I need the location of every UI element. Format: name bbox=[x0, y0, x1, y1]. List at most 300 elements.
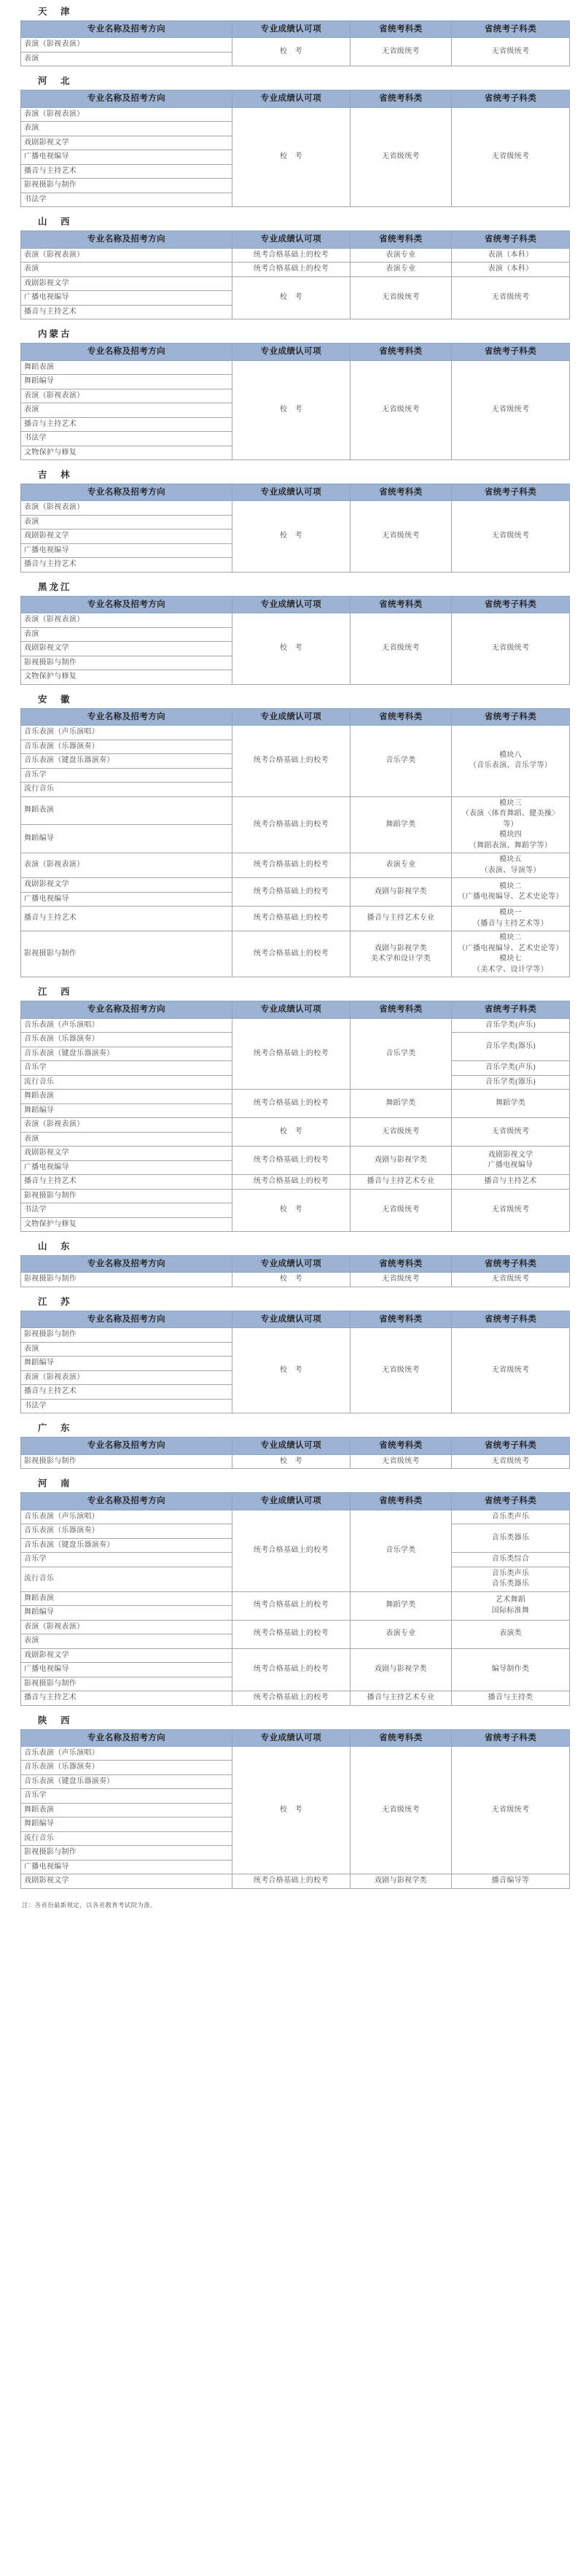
major-name-cell: 音乐表演（声乐演唱） bbox=[21, 1746, 232, 1761]
table-header-row bbox=[21, 484, 570, 501]
major-name-cell: 文物保护与修复 bbox=[21, 1217, 232, 1232]
table-row bbox=[21, 1189, 570, 1203]
column-header: 省统考子科类 bbox=[452, 344, 570, 360]
score-accept-cell: 统考合格基础上的校考 bbox=[232, 878, 350, 907]
provincial-category-cell: 无省级统考 bbox=[350, 501, 451, 573]
major-name-cell: 播音与主持艺术 bbox=[21, 1385, 232, 1400]
provincial-subcategory-cell: 音乐学类(声乐) bbox=[452, 1061, 570, 1076]
score-accept-cell: 统考合格基础上的校考 bbox=[232, 1591, 350, 1620]
major-name-cell: 表演（影视表演） bbox=[21, 248, 232, 263]
major-name-cell: 舞蹈表演 bbox=[21, 1803, 232, 1817]
provincial-subcategory-cell: 播音编导等 bbox=[452, 1874, 570, 1889]
table-header-row bbox=[21, 1438, 570, 1454]
major-name-cell: 戏剧影视文学 bbox=[21, 1648, 232, 1663]
province-table bbox=[20, 1255, 570, 1287]
column-header: 专业名称及招考方向 bbox=[21, 21, 232, 38]
major-name-cell: 播音与主持艺术 bbox=[21, 558, 232, 573]
column-header: 专业名称及招考方向 bbox=[21, 231, 232, 248]
major-name-cell: 流行音乐 bbox=[21, 783, 232, 797]
provincial-subcategory-cell: 无省级统考 bbox=[452, 276, 570, 319]
provincial-subcategory-cell: 无省级统考 bbox=[452, 360, 570, 460]
province-title: 河 南 bbox=[38, 1478, 72, 1489]
provincial-subcategory-cell: 播音与主持艺术 bbox=[452, 1175, 570, 1190]
table-row bbox=[21, 1691, 570, 1706]
province-table bbox=[20, 1729, 570, 1889]
provincial-category-cell: 播音与主持艺术专业 bbox=[350, 1691, 451, 1706]
major-name-cell: 表演 bbox=[21, 627, 232, 642]
footnote: 注：各省份最新规定，以各省教育考试院为准。 bbox=[22, 1901, 157, 1909]
score-accept-cell: 统考合格基础上的校考 bbox=[232, 263, 350, 277]
major-name-cell: 表演（影视表演） bbox=[21, 613, 232, 628]
provincial-category-cell: 表演专业 bbox=[350, 853, 451, 878]
major-name-cell: 音乐学 bbox=[21, 1789, 232, 1804]
major-name-cell: 影视摄影与制作 bbox=[21, 1273, 232, 1287]
table-row bbox=[21, 931, 570, 977]
column-header: 省统考子科类 bbox=[452, 1001, 570, 1018]
major-name-cell: 表演 bbox=[21, 515, 232, 529]
major-name-cell: 书法学 bbox=[21, 1399, 232, 1413]
major-name-cell: 影视摄影与制作 bbox=[21, 1328, 232, 1343]
table-row bbox=[21, 1454, 570, 1469]
column-header: 省统考子科类 bbox=[452, 1438, 570, 1454]
provincial-category-cell: 无省级统考 bbox=[350, 1746, 451, 1874]
province-block bbox=[0, 69, 583, 207]
major-name-cell: 戏剧影视文学 bbox=[21, 1147, 232, 1161]
provincial-category-cell: 戏剧与影视学类 bbox=[350, 1147, 451, 1175]
major-name-cell: 音乐表演（键盘乐器演奏） bbox=[21, 1047, 232, 1061]
major-name-cell: 音乐表演（乐器演奏） bbox=[21, 1033, 232, 1047]
score-accept-cell: 校 考 bbox=[232, 1328, 350, 1413]
column-header: 省统考子科类 bbox=[452, 21, 570, 38]
score-accept-cell: 统考合格基础上的校考 bbox=[232, 1691, 350, 1706]
province-title: 黑龙江 bbox=[38, 581, 72, 592]
major-name-cell: 戏剧影视文学 bbox=[21, 642, 232, 656]
table-header-row bbox=[21, 231, 570, 248]
major-name-cell: 音乐表演（乐器演奏） bbox=[21, 1524, 232, 1539]
provincial-category-cell: 戏剧与影视学类 bbox=[350, 1874, 451, 1889]
table-row bbox=[21, 1175, 570, 1190]
table-row bbox=[21, 248, 570, 263]
score-accept-cell: 统考合格基础上的校考 bbox=[232, 1147, 350, 1175]
table-row bbox=[21, 107, 570, 122]
column-header: 省统考子科类 bbox=[452, 231, 570, 248]
province-block bbox=[0, 980, 583, 1232]
column-header: 省统考科类 bbox=[350, 1001, 451, 1018]
score-accept-cell: 校 考 bbox=[232, 360, 350, 460]
table-row bbox=[21, 1328, 570, 1343]
provincial-subcategory-cell: 无省级统考 bbox=[452, 1273, 570, 1287]
major-name-cell: 文物保护与修复 bbox=[21, 670, 232, 685]
major-name-cell: 表演（影视表演） bbox=[21, 853, 232, 878]
province-table bbox=[20, 484, 570, 573]
score-accept-cell: 校 考 bbox=[232, 1273, 350, 1287]
major-name-cell: 表演（影视表演） bbox=[21, 38, 232, 53]
province-table bbox=[20, 1311, 570, 1413]
major-name-cell: 播音与主持艺术 bbox=[21, 164, 232, 179]
column-header: 专业名称及招考方向 bbox=[21, 344, 232, 360]
table-row bbox=[21, 1620, 570, 1634]
major-name-cell: 播音与主持艺术 bbox=[21, 417, 232, 432]
provincial-subcategory-cell: 模块二 （广播电视编导、艺术史论等） bbox=[452, 878, 570, 907]
major-name-cell: 音乐表演（声乐演唱） bbox=[21, 1018, 232, 1033]
column-header: 专业成绩认可项 bbox=[232, 344, 350, 360]
major-name-cell: 舞蹈编导 bbox=[21, 1357, 232, 1371]
provincial-subcategory-cell: 无省级统考 bbox=[452, 501, 570, 573]
province-title: 陕 西 bbox=[38, 1715, 72, 1726]
provincial-category-cell: 音乐学类 bbox=[350, 1510, 451, 1591]
score-accept-cell: 统考合格基础上的校考 bbox=[232, 907, 350, 931]
provincial-subcategory-cell: 模块五 （表演、导演等） bbox=[452, 853, 570, 878]
column-header: 专业成绩认可项 bbox=[232, 1438, 350, 1454]
major-name-cell: 音乐表演（声乐演唱） bbox=[21, 1510, 232, 1524]
column-header: 专业名称及招考方向 bbox=[21, 1256, 232, 1273]
score-accept-cell: 校 考 bbox=[232, 107, 350, 207]
major-name-cell: 音乐表演（键盘乐器演奏） bbox=[21, 1538, 232, 1553]
provincial-category-cell: 无省级统考 bbox=[350, 1454, 451, 1469]
provincial-subcategory-cell: 音乐类声乐 音乐类器乐 bbox=[452, 1567, 570, 1591]
provincial-subcategory-cell: 模块三 （表演〈体育舞蹈、健美操〉等） 模块四 （舞蹈表演、舞蹈学等） bbox=[452, 796, 570, 853]
major-name-cell: 音乐学 bbox=[21, 1061, 232, 1076]
provincial-category-cell: 舞蹈学类 bbox=[350, 796, 451, 853]
province-block bbox=[0, 463, 583, 573]
table-row bbox=[21, 878, 570, 893]
province-block bbox=[0, 1290, 583, 1413]
column-header: 专业名称及招考方向 bbox=[21, 708, 232, 725]
major-name-cell: 音乐学 bbox=[21, 1553, 232, 1567]
provincial-category-cell: 播音与主持艺术专业 bbox=[350, 907, 451, 931]
major-name-cell: 戏剧影视文学 bbox=[21, 136, 232, 150]
column-header: 专业名称及招考方向 bbox=[21, 1729, 232, 1746]
province-block bbox=[0, 210, 583, 319]
province-block bbox=[0, 1235, 583, 1287]
column-header: 省统考子科类 bbox=[452, 1256, 570, 1273]
major-name-cell: 舞蹈表演 bbox=[21, 360, 232, 375]
major-name-cell: 书法学 bbox=[21, 1203, 232, 1218]
table-header-row bbox=[21, 21, 570, 38]
province-block bbox=[0, 688, 583, 977]
major-name-cell: 音乐表演（键盘乐器演奏） bbox=[21, 1774, 232, 1789]
major-name-cell: 表演（影视表演） bbox=[21, 1370, 232, 1385]
column-header: 省统考子科类 bbox=[452, 708, 570, 725]
column-header: 省统考科类 bbox=[350, 1311, 451, 1327]
major-name-cell: 表演 bbox=[21, 263, 232, 277]
province-block bbox=[0, 1709, 583, 1889]
major-name-cell: 影视摄影与制作 bbox=[21, 656, 232, 670]
province-title: 河 北 bbox=[38, 76, 72, 87]
score-accept-cell: 校 考 bbox=[232, 276, 350, 319]
column-header: 省统考科类 bbox=[350, 484, 451, 501]
table-row bbox=[21, 1746, 570, 1761]
table-header-row bbox=[21, 1493, 570, 1510]
major-name-cell: 表演（影视表演） bbox=[21, 107, 232, 122]
provincial-subcategory-cell: 无省级统考 bbox=[452, 1189, 570, 1232]
province-table bbox=[20, 90, 570, 207]
column-header: 专业成绩认可项 bbox=[232, 1493, 350, 1510]
column-header: 省统考子科类 bbox=[452, 1311, 570, 1327]
column-header: 专业成绩认可项 bbox=[232, 90, 350, 107]
major-name-cell: 影视摄影与制作 bbox=[21, 1189, 232, 1203]
major-name-cell: 广播电视编导 bbox=[21, 892, 232, 907]
major-name-cell: 音乐表演（键盘乐器演奏） bbox=[21, 754, 232, 769]
provincial-category-cell: 无省级统考 bbox=[350, 1189, 451, 1232]
score-accept-cell: 校 考 bbox=[232, 1118, 350, 1147]
major-name-cell: 舞蹈编导 bbox=[21, 825, 232, 853]
major-name-cell: 文物保护与修复 bbox=[21, 446, 232, 460]
major-name-cell: 广播电视编导 bbox=[21, 1663, 232, 1677]
provincial-subcategory-cell: 舞蹈学类 bbox=[452, 1090, 570, 1118]
table-row bbox=[21, 726, 570, 740]
score-accept-cell: 校 考 bbox=[232, 1454, 350, 1469]
major-name-cell: 书法学 bbox=[21, 432, 232, 446]
column-header: 专业成绩认可项 bbox=[232, 21, 350, 38]
provincial-subcategory-cell: 无省级统考 bbox=[452, 107, 570, 207]
province-table bbox=[20, 596, 570, 685]
table-row bbox=[21, 1874, 570, 1889]
score-accept-cell: 统考合格基础上的校考 bbox=[232, 726, 350, 797]
table-row bbox=[21, 1591, 570, 1606]
provincial-subcategory-cell: 音乐学类(器乐) bbox=[452, 1033, 570, 1061]
provincial-subcategory-cell: 模块一 （播音与主持艺术等） bbox=[452, 907, 570, 931]
province-table bbox=[20, 343, 570, 460]
major-name-cell: 舞蹈表演 bbox=[21, 1090, 232, 1104]
provincial-category-cell: 无省级统考 bbox=[350, 107, 451, 207]
provincial-subcategory-cell: 无省级统考 bbox=[452, 1746, 570, 1874]
major-name-cell: 音乐学 bbox=[21, 768, 232, 783]
column-header: 专业成绩认可项 bbox=[232, 1001, 350, 1018]
provincial-category-cell: 戏剧与影视学类 bbox=[350, 1648, 451, 1691]
major-name-cell: 流行音乐 bbox=[21, 1567, 232, 1591]
column-header: 专业名称及招考方向 bbox=[21, 1001, 232, 1018]
province-block bbox=[0, 575, 583, 685]
table-row bbox=[21, 501, 570, 516]
column-header: 专业成绩认可项 bbox=[232, 484, 350, 501]
column-header: 专业成绩认可项 bbox=[232, 708, 350, 725]
table-header-row bbox=[21, 708, 570, 725]
provincial-category-cell: 表演专业 bbox=[350, 1620, 451, 1648]
provincial-subcategory-cell: 无省级统考 bbox=[452, 1328, 570, 1413]
provincial-category-cell: 无省级统考 bbox=[350, 1273, 451, 1287]
major-name-cell: 表演 bbox=[21, 52, 232, 66]
provincial-subcategory-cell: 戏剧影视文学 广播电视编导 bbox=[452, 1147, 570, 1175]
table-row bbox=[21, 796, 570, 825]
major-name-cell: 影视摄影与制作 bbox=[21, 931, 232, 977]
provincial-category-cell: 戏剧与影视学类 bbox=[350, 878, 451, 907]
score-accept-cell: 统考合格基础上的校考 bbox=[232, 1620, 350, 1648]
score-accept-cell: 统考合格基础上的校考 bbox=[232, 248, 350, 263]
major-name-cell: 影视摄影与制作 bbox=[21, 179, 232, 193]
column-header: 专业名称及招考方向 bbox=[21, 1311, 232, 1327]
provincial-subcategory-cell: 模块二 （广播电视编导、艺术史论等） 模块七 （美术学、设计学等） bbox=[452, 931, 570, 977]
table-row bbox=[21, 1648, 570, 1663]
table-header-row bbox=[21, 344, 570, 360]
column-header: 省统考子科类 bbox=[452, 90, 570, 107]
table-row bbox=[21, 38, 570, 53]
column-header: 专业成绩认可项 bbox=[232, 1729, 350, 1746]
major-name-cell: 戏剧影视文学 bbox=[21, 529, 232, 544]
table-row bbox=[21, 613, 570, 628]
table-row bbox=[21, 276, 570, 291]
table-header-row bbox=[21, 1729, 570, 1746]
major-name-cell: 戏剧影视文学 bbox=[21, 878, 232, 893]
score-accept-cell: 校 考 bbox=[232, 1189, 350, 1232]
column-header: 省统考科类 bbox=[350, 344, 451, 360]
column-header: 专业成绩认可项 bbox=[232, 1256, 350, 1273]
column-header: 省统考科类 bbox=[350, 596, 451, 613]
major-name-cell: 舞蹈编导 bbox=[21, 1817, 232, 1832]
provincial-category-cell: 播音与主持艺术专业 bbox=[350, 1175, 451, 1190]
column-header: 专业成绩认可项 bbox=[232, 1311, 350, 1327]
major-name-cell: 舞蹈表演 bbox=[21, 1591, 232, 1606]
major-name-cell: 广播电视编导 bbox=[21, 291, 232, 306]
column-header: 省统考科类 bbox=[350, 231, 451, 248]
table-header-row bbox=[21, 90, 570, 107]
score-accept-cell: 统考合格基础上的校考 bbox=[232, 1090, 350, 1118]
score-accept-cell: 统考合格基础上的校考 bbox=[232, 1175, 350, 1190]
provincial-subcategory-cell: 表演类 bbox=[452, 1620, 570, 1648]
column-header: 专业名称及招考方向 bbox=[21, 484, 232, 501]
major-name-cell: 流行音乐 bbox=[21, 1075, 232, 1090]
provincial-category-cell: 表演专业 bbox=[350, 248, 451, 263]
provincial-category-cell: 无省级统考 bbox=[350, 276, 451, 319]
column-header: 专业名称及招考方向 bbox=[21, 1493, 232, 1510]
table-row bbox=[21, 853, 570, 878]
table-header-row bbox=[21, 1311, 570, 1327]
province-table bbox=[20, 230, 570, 319]
score-accept-cell: 统考合格基础上的校考 bbox=[232, 1874, 350, 1889]
province-title: 山 西 bbox=[38, 217, 72, 228]
score-accept-cell: 校 考 bbox=[232, 1746, 350, 1874]
provincial-subcategory-cell: 音乐学类(器乐) bbox=[452, 1075, 570, 1090]
provincial-subcategory-cell: 音乐学类(声乐) bbox=[452, 1018, 570, 1033]
column-header: 专业成绩认可项 bbox=[232, 231, 350, 248]
province-title: 吉 林 bbox=[38, 470, 72, 480]
provincial-subcategory-cell: 无省级统考 bbox=[452, 613, 570, 685]
provincial-subcategory-cell: 模块八 （音乐表演、音乐学等） bbox=[452, 726, 570, 797]
major-name-cell: 播音与主持艺术 bbox=[21, 305, 232, 319]
major-name-cell: 广播电视编导 bbox=[21, 1860, 232, 1874]
table-row bbox=[21, 1510, 570, 1524]
major-name-cell: 书法学 bbox=[21, 193, 232, 207]
major-name-cell: 舞蹈编导 bbox=[21, 375, 232, 389]
score-accept-cell: 统考合格基础上的校考 bbox=[232, 853, 350, 878]
major-name-cell: 影视摄影与制作 bbox=[21, 1846, 232, 1861]
major-name-cell: 音乐表演（乐器演奏） bbox=[21, 740, 232, 754]
major-name-cell: 播音与主持艺术 bbox=[21, 907, 232, 931]
major-name-cell: 音乐表演（声乐演唱） bbox=[21, 726, 232, 740]
major-name-cell: 播音与主持艺术 bbox=[21, 1175, 232, 1190]
province-block bbox=[0, 1416, 583, 1469]
column-header: 省统考科类 bbox=[350, 1729, 451, 1746]
column-header: 省统考子科类 bbox=[452, 1493, 570, 1510]
score-accept-cell: 统考合格基础上的校考 bbox=[232, 931, 350, 977]
column-header: 省统考子科类 bbox=[452, 1729, 570, 1746]
major-name-cell: 表演 bbox=[21, 122, 232, 136]
major-name-cell: 播音与主持艺术 bbox=[21, 1691, 232, 1706]
provincial-category-cell: 无省级统考 bbox=[350, 1118, 451, 1147]
major-name-cell: 音乐表演（乐器演奏） bbox=[21, 1761, 232, 1775]
province-table bbox=[20, 1437, 570, 1469]
provincial-category-cell: 表演专业 bbox=[350, 263, 451, 277]
column-header: 专业名称及招考方向 bbox=[21, 596, 232, 613]
province-table bbox=[20, 1001, 570, 1232]
column-header: 省统考科类 bbox=[350, 90, 451, 107]
table-row bbox=[21, 1118, 570, 1133]
major-name-cell: 表演 bbox=[21, 1342, 232, 1357]
province-table bbox=[20, 1492, 570, 1705]
provincial-category-cell: 无省级统考 bbox=[350, 360, 451, 460]
major-name-cell: 表演 bbox=[21, 1132, 232, 1147]
major-name-cell: 影视摄影与制作 bbox=[21, 1454, 232, 1469]
score-accept-cell: 统考合格基础上的校考 bbox=[232, 1648, 350, 1691]
major-name-cell: 表演（影视表演） bbox=[21, 1118, 232, 1133]
major-name-cell: 流行音乐 bbox=[21, 1831, 232, 1846]
province-table bbox=[20, 20, 570, 66]
column-header: 省统考科类 bbox=[350, 1438, 451, 1454]
table-row bbox=[21, 1147, 570, 1161]
provincial-subcategory-cell: 表演（本科） bbox=[452, 263, 570, 277]
province-block bbox=[0, 0, 583, 66]
major-name-cell: 广播电视编导 bbox=[21, 1160, 232, 1175]
score-accept-cell: 校 考 bbox=[232, 38, 350, 66]
major-name-cell: 舞蹈编导 bbox=[21, 1103, 232, 1118]
score-accept-cell: 校 考 bbox=[232, 501, 350, 573]
province-title: 江 苏 bbox=[38, 1296, 72, 1307]
table-row bbox=[21, 1090, 570, 1104]
provincial-subcategory-cell: 无省级统考 bbox=[452, 1454, 570, 1469]
provincial-subcategory-cell: 艺术舞蹈 国际标准舞 bbox=[452, 1591, 570, 1620]
province-title: 广 东 bbox=[38, 1423, 72, 1434]
provincial-category-cell: 舞蹈学类 bbox=[350, 1591, 451, 1620]
table-row bbox=[21, 360, 570, 375]
major-name-cell: 广播电视编导 bbox=[21, 150, 232, 165]
table-header-row bbox=[21, 596, 570, 613]
provincial-category-cell: 戏剧与影视学类 美术学和设计学类 bbox=[350, 931, 451, 977]
provincial-category-cell: 无省级统考 bbox=[350, 1328, 451, 1413]
major-name-cell: 影视摄影与制作 bbox=[21, 1677, 232, 1691]
major-name-cell: 舞蹈表演 bbox=[21, 796, 232, 825]
provincial-category-cell: 音乐学类 bbox=[350, 726, 451, 797]
province-title: 天 津 bbox=[38, 7, 72, 17]
provincial-category-cell: 舞蹈学类 bbox=[350, 1090, 451, 1118]
table-row bbox=[21, 1273, 570, 1287]
column-header: 省统考科类 bbox=[350, 21, 451, 38]
column-header: 省统考子科类 bbox=[452, 596, 570, 613]
table-row bbox=[21, 1018, 570, 1033]
column-header: 省统考科类 bbox=[350, 1256, 451, 1273]
province-table bbox=[20, 708, 570, 977]
score-accept-cell: 校 考 bbox=[232, 613, 350, 685]
major-name-cell: 戏剧影视文学 bbox=[21, 1874, 232, 1889]
province-title: 江 西 bbox=[38, 987, 72, 998]
province-title: 山 东 bbox=[38, 1241, 72, 1252]
provincial-subcategory-cell: 音乐类声乐 bbox=[452, 1510, 570, 1524]
table-header-row bbox=[21, 1256, 570, 1273]
major-name-cell: 戏剧影视文学 bbox=[21, 276, 232, 291]
major-name-cell: 表演 bbox=[21, 403, 232, 418]
province-block bbox=[0, 322, 583, 460]
major-name-cell: 表演（影视表演） bbox=[21, 389, 232, 403]
provincial-subcategory-cell: 音乐类器乐 bbox=[452, 1524, 570, 1553]
column-header: 省统考科类 bbox=[350, 708, 451, 725]
table-row bbox=[21, 907, 570, 931]
column-header: 省统考子科类 bbox=[452, 484, 570, 501]
column-header: 省统考科类 bbox=[350, 1493, 451, 1510]
major-name-cell: 表演（影视表演） bbox=[21, 501, 232, 516]
provincial-subcategory-cell: 编导制作类 bbox=[452, 1648, 570, 1691]
column-header: 专业名称及招考方向 bbox=[21, 90, 232, 107]
major-name-cell: 表演 bbox=[21, 1634, 232, 1649]
provincial-category-cell: 音乐学类 bbox=[350, 1018, 451, 1090]
